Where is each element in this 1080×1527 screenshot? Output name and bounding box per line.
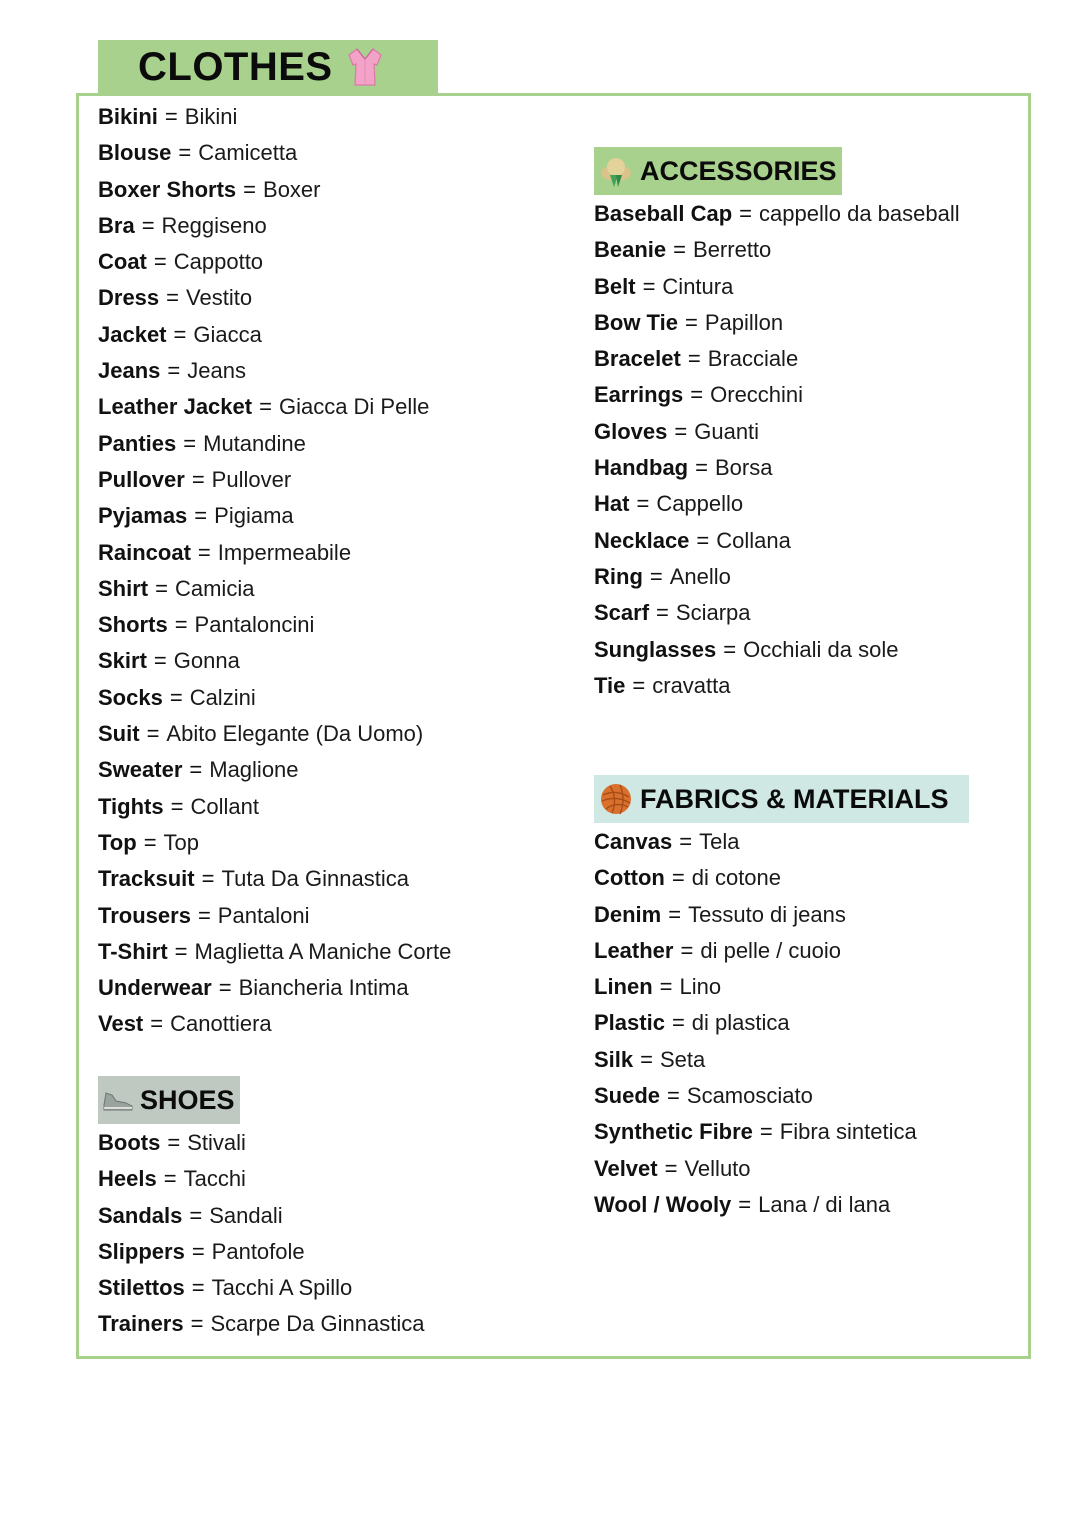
term-english: Suede — [594, 1083, 661, 1109]
term-italian: Impermeabile — [217, 539, 352, 565]
fabrics-title: FABRICS & MATERIALS — [640, 783, 949, 814]
accessories-entry — [594, 595, 960, 631]
clothes-entry — [98, 898, 451, 934]
equals-sign: = — [153, 648, 167, 674]
term-english: Baseball Cap — [594, 201, 733, 226]
term-italian: Stivali — [187, 1130, 246, 1155]
equals-sign: = — [191, 1275, 205, 1301]
term-italian: Berretto — [693, 237, 772, 263]
pink-shirt-icon — [345, 45, 385, 89]
equals-sign: = — [738, 1191, 752, 1217]
term-english: Bikini — [98, 104, 158, 129]
term-english: Pyjamas — [98, 503, 188, 529]
term-italian: Tela — [699, 829, 740, 854]
clothes-entry — [98, 389, 451, 425]
equals-sign: = — [164, 104, 178, 129]
equals-sign: = — [659, 974, 673, 1000]
equals-sign: = — [684, 309, 698, 335]
accessories-entry — [594, 486, 960, 522]
equals-sign: = — [169, 684, 183, 710]
equals-sign: = — [259, 394, 272, 420]
accessories-entry — [594, 523, 960, 559]
accessories-title: ACCESSORIES — [640, 155, 837, 186]
clothes-entry — [98, 789, 451, 825]
equals-sign: = — [759, 1119, 773, 1145]
term-italian: Pigiama — [214, 503, 294, 529]
fabrics-entry — [594, 1151, 917, 1187]
clothes-entry — [98, 970, 451, 1006]
clothes-entry — [98, 1006, 451, 1042]
term-english: Sandals — [98, 1202, 183, 1228]
term-english: Sweater — [98, 757, 183, 783]
clothes-entry — [98, 462, 451, 498]
equals-sign: = — [197, 539, 211, 565]
equals-sign: = — [680, 937, 694, 963]
clothes-entry — [98, 172, 451, 208]
fabrics-header — [594, 775, 969, 823]
term-english: T-Shirt — [98, 938, 168, 964]
term-english: Earrings — [594, 382, 684, 408]
fabrics-entry — [594, 1187, 917, 1223]
term-italian: Borsa — [714, 455, 773, 481]
term-english: Panties — [98, 430, 177, 456]
term-italian: Fibra sintetica — [779, 1119, 917, 1145]
clothes-entry — [98, 861, 451, 897]
equals-sign: = — [679, 829, 693, 854]
term-italian: Pantaloncini — [194, 612, 315, 638]
equals-sign: = — [191, 1238, 205, 1264]
equals-sign: = — [190, 1311, 204, 1337]
term-italian: Giacca — [193, 321, 262, 347]
clothes-entry — [98, 208, 451, 244]
term-english: Blouse — [98, 140, 172, 166]
term-italian: Top — [163, 829, 200, 855]
clothes-entry — [98, 571, 451, 607]
term-italian: Orecchini — [710, 382, 804, 408]
term-english: Suit — [98, 721, 140, 747]
term-italian: Giacca Di Pelle — [278, 394, 430, 420]
shoes-entry — [98, 1270, 424, 1306]
clothes-entry — [98, 498, 451, 534]
fabrics-entry — [594, 1005, 917, 1041]
term-english: Pullover — [98, 466, 185, 492]
term-italian: Anello — [669, 563, 731, 589]
equals-sign: = — [150, 1011, 164, 1037]
clothes-entry — [98, 934, 451, 970]
term-italian: Seta — [660, 1046, 706, 1072]
equals-sign: = — [671, 865, 685, 891]
term-english: Belt — [594, 273, 636, 299]
term-italian: Bikini — [184, 104, 238, 129]
term-italian: di pelle / cuoio — [700, 937, 841, 963]
equals-sign: = — [189, 1202, 203, 1228]
clothes-entry — [98, 535, 451, 571]
term-english: Scarf — [594, 600, 650, 626]
equals-sign: = — [671, 1010, 685, 1036]
term-english: Linen — [594, 974, 653, 1000]
term-italian: Tessuto di jeans — [688, 901, 846, 927]
equals-sign: = — [141, 212, 155, 238]
fabrics-list — [594, 824, 917, 1223]
equals-sign: = — [656, 600, 669, 626]
term-english: Gloves — [594, 418, 668, 444]
yarn-ball-icon — [598, 781, 634, 817]
term-english: Slippers — [98, 1238, 185, 1264]
term-italian: Pantaloni — [217, 902, 310, 928]
clothes-entry — [98, 280, 451, 316]
term-english: Velvet — [594, 1155, 658, 1181]
term-english: Jeans — [98, 358, 161, 384]
equals-sign: = — [167, 1130, 181, 1155]
equals-sign: = — [673, 237, 687, 263]
term-italian: Sandali — [209, 1202, 283, 1228]
accessories-entry — [594, 232, 960, 268]
accessories-entry — [594, 632, 960, 668]
equals-sign: = — [667, 1083, 680, 1109]
accessories-entry — [594, 414, 960, 450]
shoes-entry — [98, 1161, 424, 1197]
term-italian: Mutandine — [203, 430, 306, 456]
term-italian: Camicetta — [198, 140, 298, 166]
shoes-list — [98, 1125, 424, 1343]
equals-sign: = — [723, 636, 737, 662]
accessories-entry — [594, 196, 960, 232]
equals-sign: = — [163, 1166, 177, 1192]
shoes-entry — [98, 1306, 424, 1342]
term-italian: Tuta Da Ginnastica — [221, 866, 409, 892]
term-english: Bra — [98, 212, 135, 238]
clothes-entry — [98, 825, 451, 861]
fabrics-entry — [594, 824, 917, 860]
term-english: Necklace — [594, 527, 690, 553]
term-italian: Collant — [190, 793, 259, 819]
term-italian: Boxer — [263, 176, 321, 202]
clothes-entry — [98, 716, 451, 752]
term-english: Wool / Wooly — [594, 1191, 732, 1217]
equals-sign: = — [155, 575, 168, 601]
term-italian: Biancheria Intima — [238, 975, 409, 1001]
term-italian: Velluto — [684, 1155, 751, 1181]
term-english: Sunglasses — [594, 636, 717, 662]
term-italian: Vestito — [186, 285, 253, 311]
clothes-entry — [98, 607, 451, 643]
accessories-entry — [594, 668, 960, 704]
term-english: Underwear — [98, 975, 212, 1001]
term-english: Vest — [98, 1011, 144, 1037]
equals-sign: = — [174, 938, 188, 964]
term-english: Socks — [98, 684, 163, 710]
term-italian: Gonna — [173, 648, 240, 674]
equals-sign: = — [636, 491, 650, 517]
term-english: Stilettos — [98, 1275, 185, 1301]
equals-sign: = — [183, 430, 197, 456]
equals-sign: = — [197, 902, 211, 928]
term-english: Tie — [594, 672, 626, 698]
accessories-entry — [594, 305, 960, 341]
clothes-entry — [98, 426, 451, 462]
fabrics-entry — [594, 969, 917, 1005]
term-english: Top — [98, 829, 137, 855]
accessories-entry — [594, 269, 960, 305]
term-english: Heels — [98, 1166, 157, 1192]
term-english: Shorts — [98, 612, 168, 638]
fabrics-entry — [594, 1114, 917, 1150]
term-italian: Lana / di lana — [758, 1191, 891, 1217]
clothes-entry — [98, 244, 451, 280]
term-english: Denim — [594, 901, 662, 927]
term-italian: Maglietta A Maniche Corte — [194, 938, 452, 964]
clothes-entry — [98, 99, 451, 135]
term-english: Synthetic Fibre — [594, 1119, 753, 1145]
shoes-entry — [98, 1125, 424, 1161]
equals-sign: = — [194, 503, 208, 529]
fabrics-entry — [594, 1042, 917, 1078]
accessories-entry — [594, 341, 960, 377]
equals-sign: = — [690, 382, 704, 408]
equals-sign: = — [189, 757, 203, 783]
term-english: Beanie — [594, 237, 667, 263]
sneaker-icon — [102, 1087, 134, 1113]
equals-sign: = — [649, 563, 663, 589]
shoes-entry — [98, 1198, 424, 1234]
term-english: Tights — [98, 793, 164, 819]
term-italian: Scamosciato — [686, 1083, 813, 1109]
equals-sign: = — [632, 672, 646, 698]
shoes-header — [98, 1076, 240, 1124]
term-italian: Guanti — [694, 418, 760, 444]
term-english: Canvas — [594, 829, 673, 854]
term-italian: Sciarpa — [675, 600, 751, 626]
term-italian: Abito Elegante (Da Uomo) — [166, 721, 424, 747]
equals-sign: = — [178, 140, 192, 166]
equals-sign: = — [174, 612, 188, 638]
term-english: Coat — [98, 249, 147, 275]
term-english: Shirt — [98, 575, 149, 601]
term-english: Trainers — [98, 1311, 184, 1337]
equals-sign: = — [696, 527, 710, 553]
term-italian: Canottiera — [170, 1011, 272, 1037]
fabrics-entry — [594, 897, 917, 933]
term-italian: Papillon — [704, 309, 784, 335]
accessories-list — [594, 196, 960, 704]
equals-sign: = — [143, 829, 157, 855]
term-italian: Reggiseno — [161, 212, 267, 238]
page-title: CLOTHES — [138, 44, 333, 89]
accessories-header — [594, 147, 842, 195]
clothes-entry — [98, 752, 451, 788]
term-english: Plastic — [594, 1010, 665, 1036]
term-english: Boxer Shorts — [98, 176, 237, 202]
term-italian: Scarpe Da Ginnastica — [210, 1311, 425, 1337]
shoes-title: SHOES — [140, 1084, 235, 1115]
term-english: Leather — [594, 937, 674, 963]
term-italian: Cintura — [662, 273, 734, 299]
clothes-entry — [98, 353, 451, 389]
equals-sign: = — [695, 455, 708, 481]
term-italian: Pullover — [211, 466, 292, 492]
straw-hat-icon — [598, 153, 634, 189]
clothes-entry — [98, 317, 451, 353]
equals-sign: = — [146, 721, 160, 747]
fabrics-entry — [594, 860, 917, 896]
accessories-entry — [594, 559, 960, 595]
term-italian: Cappello — [656, 491, 744, 517]
equals-sign: = — [664, 1155, 678, 1181]
fabrics-entry — [594, 933, 917, 969]
equals-sign: = — [640, 1046, 653, 1072]
clothes-entry — [98, 643, 451, 679]
equals-sign: = — [218, 975, 232, 1001]
term-english: Trousers — [98, 902, 191, 928]
term-english: Handbag — [594, 455, 689, 481]
term-english: Raincoat — [98, 539, 191, 565]
term-italian: Pantofole — [211, 1238, 305, 1264]
term-english: Cotton — [594, 865, 665, 891]
term-english: Silk — [594, 1046, 634, 1072]
equals-sign: = — [153, 249, 167, 275]
term-english: Ring — [594, 563, 643, 589]
term-english: Skirt — [98, 648, 147, 674]
equals-sign: = — [668, 901, 682, 927]
clothes-title-tab — [98, 40, 438, 94]
term-italian: Lino — [679, 974, 722, 1000]
term-english: Jacket — [98, 321, 167, 347]
term-english: Leather Jacket — [98, 394, 253, 420]
term-english: Boots — [98, 1130, 161, 1155]
term-italian: cravatta — [652, 672, 731, 698]
clothes-entry — [98, 135, 451, 171]
equals-sign: = — [739, 201, 753, 226]
clothes-list — [98, 99, 451, 1043]
equals-sign: = — [191, 466, 205, 492]
term-english: Bracelet — [594, 346, 681, 372]
term-italian: Tacchi — [183, 1166, 246, 1192]
term-italian: Tacchi A Spillo — [211, 1275, 353, 1301]
clothes-entry — [98, 680, 451, 716]
equals-sign: = — [243, 176, 257, 202]
equals-sign: = — [674, 418, 688, 444]
term-italian: cappello da baseball — [759, 201, 960, 226]
term-italian: di cotone — [691, 865, 782, 891]
equals-sign: = — [167, 358, 181, 384]
term-italian: di plastica — [691, 1010, 790, 1036]
term-italian: Bracciale — [707, 346, 799, 372]
term-english: Dress — [98, 285, 160, 311]
term-italian: Occhiali da sole — [743, 636, 899, 662]
accessories-entry — [594, 450, 960, 486]
term-italian: Maglione — [209, 757, 299, 783]
equals-sign: = — [642, 273, 656, 299]
term-english: Tracksuit — [98, 866, 195, 892]
equals-sign: = — [170, 793, 184, 819]
equals-sign: = — [201, 866, 215, 892]
fabrics-entry — [594, 1078, 917, 1114]
equals-sign: = — [166, 285, 180, 311]
equals-sign: = — [687, 346, 701, 372]
term-italian: Collana — [716, 527, 791, 553]
term-italian: Jeans — [187, 358, 246, 384]
shoes-entry — [98, 1234, 424, 1270]
term-italian: Camicia — [174, 575, 255, 601]
term-italian: Cappotto — [173, 249, 264, 275]
term-english: Bow Tie — [594, 309, 678, 335]
term-italian: Calzini — [189, 684, 256, 710]
equals-sign: = — [173, 321, 187, 347]
accessories-entry — [594, 377, 960, 413]
term-english: Hat — [594, 491, 630, 517]
